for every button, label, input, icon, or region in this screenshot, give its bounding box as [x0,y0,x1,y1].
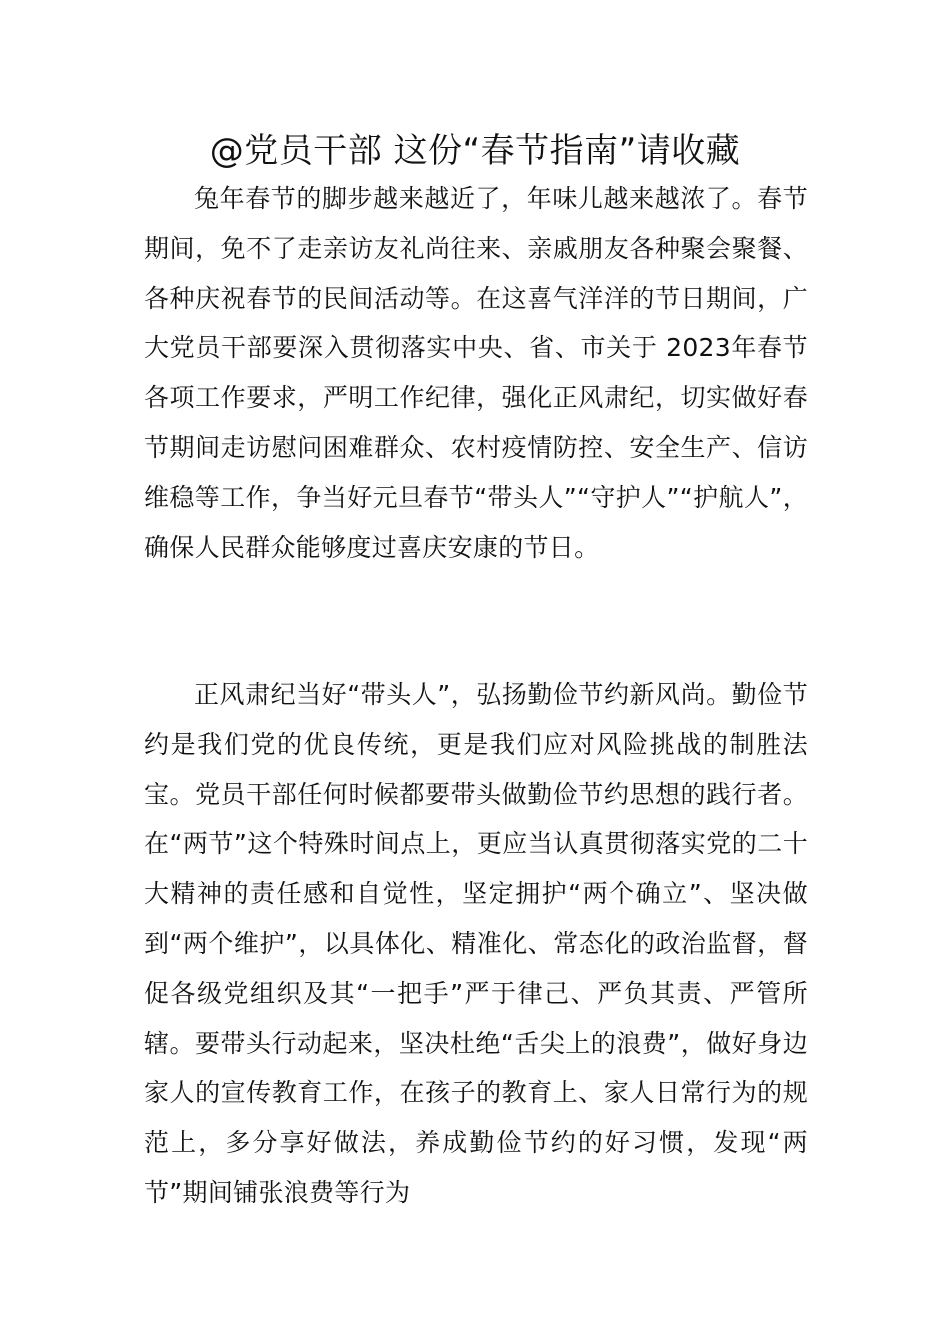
paragraph-leader: 正风肃纪当好“带头人”，弘扬勤俭节约新风尚。勤俭节约是我们党的优良传统，更是我们应对风险挑战的制胜法宝。党员干部任何时候都要带头做勤俭节约思想的践行者。在“两节”这个特殊时间点上，更应当认真贯彻落实党的二十大精神的责任感和自觉性，坚定拥护“两个确立”、坚决做到“两个维护”，以具体化、精准化、常态化的政治监督，督促各级党组织及其“一把手”严于律己、严负其责、严管所辖。要带头行动起来，坚决杜绝“舌尖上的浪费”，做好身边家人的宣传教育工作，在孩子的教育上、家人日常行为的规范上，多分享好做法，养成勤俭节约的好习惯，发现“两节”期间铺张浪费等行为 [144,680,808,1207]
paragraph-intro: 兔年春节的脚步越来越近了，年味儿越来越浓了。春节期间，免不了走亲访友礼尚往来、亲戚朋友各种聚会聚餐、各种庆祝春节的民间活动等。在这喜气洋洋的节日期间，广大党员干部要深入贯彻落实中央、省、市关于 2023年春节各项工作要求，严明工作纪律，强化正风肃纪，切实做好春节期间走访慰问困难群众、农村疫情防控、安全生产、信访维稳等工作，争当好元旦春节“带头人”“守护人”“护航人”，确保人民群众能够度过喜庆安康的节日。 [144,184,808,562]
document-title: @党员干部 这份“春节指南”请收藏 [209,131,741,171]
